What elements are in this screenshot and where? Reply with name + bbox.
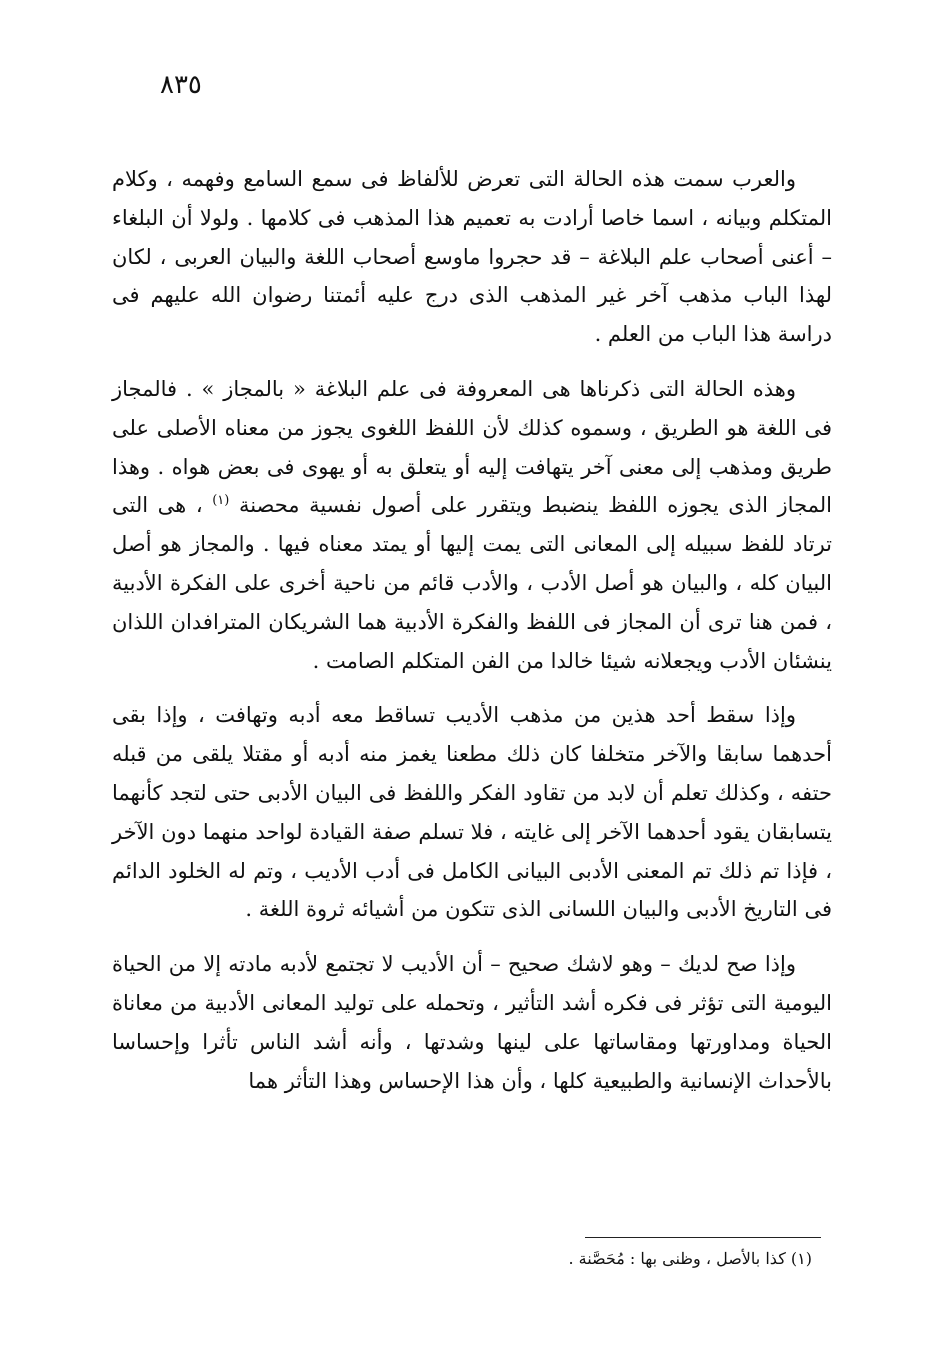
footnote-marker: (١) (790, 1249, 812, 1268)
paragraph-2-part-2: ، هى التى ترتاد للفظ سبيله إلى المعانى التى يمت إليها أو يمتد معناه فيها . والمجاز هو أصل البيان كله ، والبيان هو أصل الأدب ، والأدب قائم من ناحية أخرى على الفكرة الأدبية ، فمن هنا ترى أن المجاز فى اللفظ والفكرة الأدبية هما الشريكان المترافدان اللذان ينشئان الأدب ويجعلانه شيئا خالدا من الفن المتكلم الصامت . (112, 493, 832, 673)
paragraph-2 (112, 370, 832, 680)
paragraph-2-part-1: وهذه الحالة التى ذكرناها هى المعروفة فى علم البلاغة « بالمجاز » . فالمجاز فى اللغة هو الطريق ، وسموه كذلك لأن اللفظ اللغوى يجوز من معناه الأصلى على طريق ومذهب إلى معنى آخر يتهافت إليه أو يتعلق به أو يهوى فى بعض هواه . وهذا المجاز الذى يجوزه اللفظ ينضبط ويتقرر على أصول نفسية محصنة (112, 376, 832, 518)
footnote (568, 1244, 812, 1274)
paragraph-3: وإذا سقط أحد هذين من مذهب الأديب تساقط معه أدبه وتهافت ، وإذا بقى أحدهما سابقا والآخر متخلفا كان ذلك مطعنا يغمز منه أدبه أو مقتلا يلقى من قبله حتفه ، وكذلك تعلم أن لابد من تقاود الفكر واللفظ فى البيان الأدبى حتى لتجد كأنهما يتسابقان يقود أحدهما الآخر إلى غايته ، فلا تسلم صفة القيادة لواحد منهما دون الآخر ، فإذا تم ذلك تم المعنى الأدبى البيانى الكامل فى أدب الأديب ، وتم له الخلود الدائم فى التاريخ الأدبى والبيان اللسانى الذى تتكون من أشيائه ثروة اللغة . (112, 703, 832, 922)
footnote-text: كذا بالأصل ، وظنى بها : مُحَصَّنة . (568, 1249, 786, 1268)
footnote-divider (585, 1237, 821, 1238)
footnote-reference: (١) (212, 493, 230, 509)
page-number: ٨٣٥ (160, 70, 202, 100)
body-text (112, 160, 832, 1116)
paragraph-4: وإذا صح لديك – وهو لاشك صحيح – أن الأديب لا تجتمع لأدبه مادته إلا من الحياة اليومية التى تؤثر فى فكره أشد التأثير ، وتحمله على توليد المعانى الأدبية من معاناة الحياة ومداورتها ومقاساتها على لينها وشدتها ، وأنه أشد الناس تأثرا وإحساسا بالأحداث الإنسانية والطبيعية كلها ، وأن هذا الإحساس وهذا التأثر هما (112, 952, 832, 1093)
paragraph-1: والعرب سمت هذه الحالة التى تعرض للألفاظ فى سمع السامع وفهمه ، وكلام المتكلم وبيانه ، اسما خاصا أرادت به تعميم هذا المذهب فى كلامها . ولولا أن البلغاء – أعنى أصحاب علم البلاغة – قد حجروا ماوسع أصحاب اللغة والبيان العربى ، لكان لهذا الباب مذهب آخر غير المذهب الذى درج عليه أئمتنا رضوان الله عليهم فى دراسة هذا الباب من العلم . (112, 167, 832, 347)
